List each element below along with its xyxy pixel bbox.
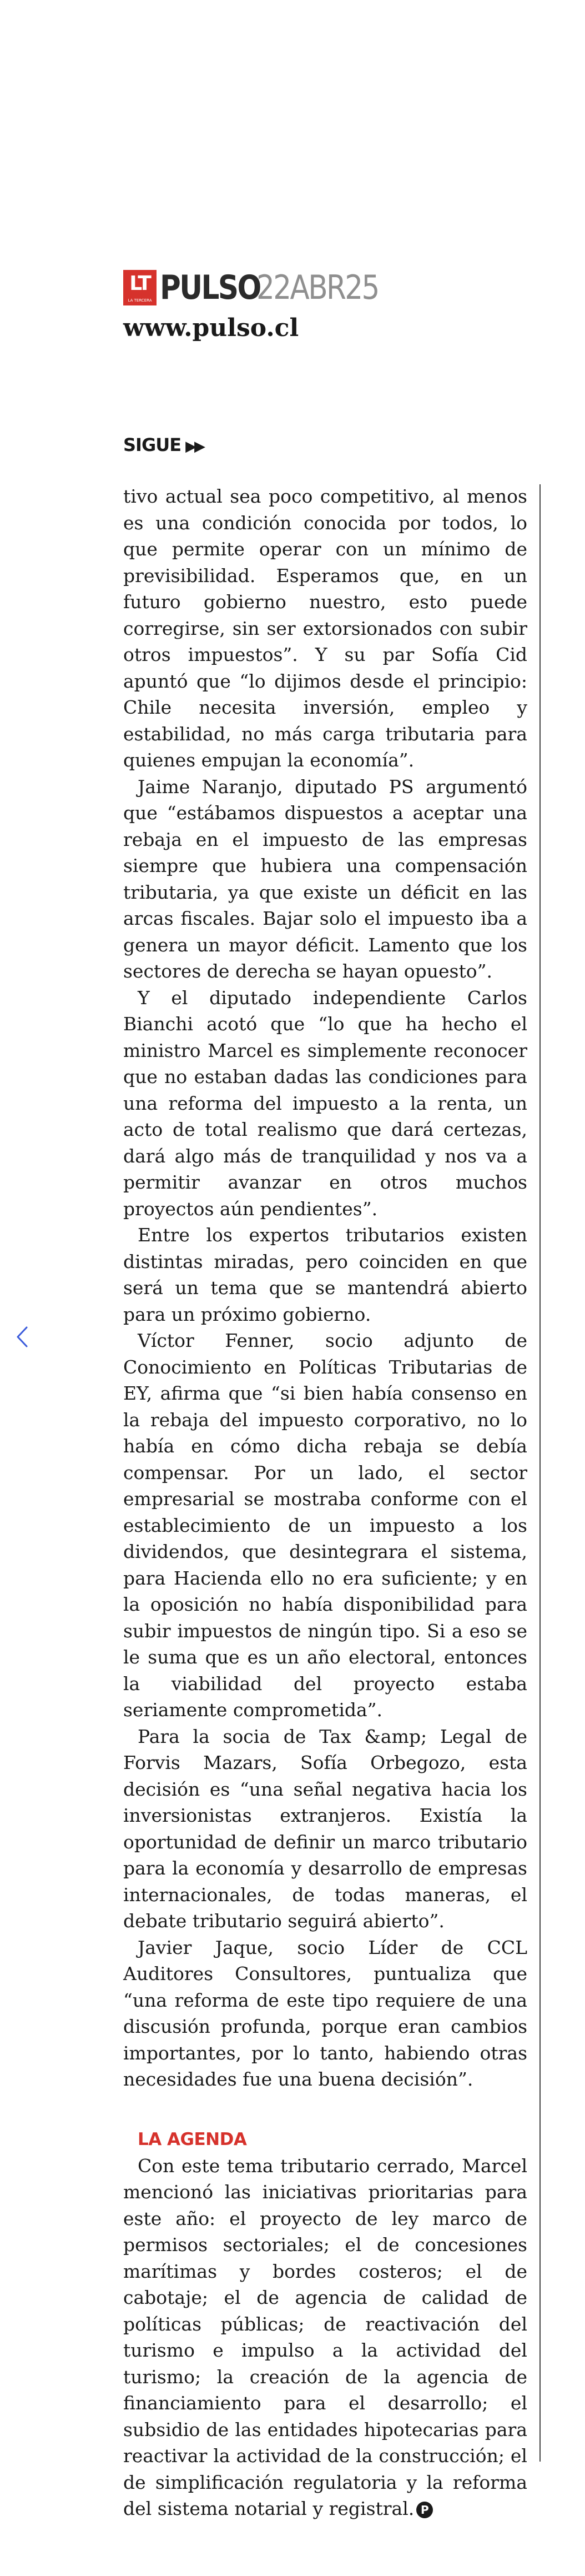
article-paragraph: Javier Jaque, socio Líder de CCL Auditores Consultores, puntualiza que “una reforma de este tipo requiere de una discusión profunda, porque eran cambios importantes, por lo tanto, habiendo otras necesidades fue una buena decisión”. (123, 1936, 527, 2090)
article-body (123, 483, 527, 2522)
article-paragraph: Jaime Naranjo, diputado PS argumentó que “estábamos dispuestos a aceptar una rebaja en el impuesto de las empresas siempre que hubiera una compensación tributaria, ya que existe un déficit en las arcas fiscales. Bajar solo el impuesto iba a genera un mayor déficit. Lamento que los sectores de derecha se hayan opuesto”. (123, 775, 527, 982)
end-of-article-icon: P (416, 2502, 433, 2518)
agenda-paragraph (123, 2153, 527, 2522)
article-paragraph: Para la socia de Tax &amp; Legal de Forvis Mazars, Sofía Orbegozo, esta decisión es “una señal negativa hacia los inversionistas extranjeros. Existía la oportunidad de definir un marco tributario para la economía y desarrollo de empresas internacionales, de todas maneras, el debate tributario seguirá abierto”. (123, 1725, 527, 1932)
section-subhead: LA AGENDA (138, 2129, 247, 2149)
masthead (123, 267, 399, 305)
edition-date: 22ABR25 (256, 268, 379, 307)
logo-mark: LT (129, 272, 150, 295)
site-url: www.pulso.cl (123, 314, 299, 342)
brand-name: PULSO (160, 268, 260, 307)
continued-text: SIGUE (123, 434, 181, 455)
logo-subtitle: LA TERCERA (128, 298, 152, 303)
column-divider (539, 484, 541, 2462)
la-tercera-logo (123, 270, 157, 305)
article-paragraph: Y el diputado independiente Carlos Bianchi acotó que “lo que ha hecho el ministro Marcel es simplemente reconocer que no estaban dadas las condiciones para una reforma del impuesto a la renta, un acto de total realismo que dará certezas, dará algo más de tranquilidad y nos va a permitir avanzar en otros muchos proyectos aún pendientes”. (123, 986, 527, 1220)
article-paragraph: tivo actual sea poco competitivo, al menos es una condición conocida por todos, lo que permite operar con un mínimo de previsibilidad. Esperamos que, en un futuro gobierno nuestro, esto puede corregirse, sin ser extorsionados con subir otros impuestos”. Y su par Sofía Cid apuntó que “lo dijimos desde el principio: Chile necesita inversión, empleo y estabilidad, no más carga tributaria para quienes empujan la economía”. (123, 485, 527, 771)
continued-label (123, 434, 203, 455)
article-paragraph: Víctor Fenner, socio adjunto de Conocimiento en Políticas Tributarias de EY, afirma que “si bien había consenso en la rebaja del impuesto corporativo, no lo había en cómo dicha rebaja se debía compensar. Por un lado, el sector empresarial se mostraba conforme con el establecimiento de un impuesto a los dividendos, que desintegrara el sistema, para Hacienda ello no era suficiente; y en la oposición no había disponibilidad para subir impuestos de ningún tipo. Si a eso se le suma que es un año electoral, entonces la viabilidad del proyecto estaba seriamente comprometida”. (123, 1330, 527, 1721)
chevron-left-icon[interactable] (11, 1323, 33, 1351)
agenda-text: Con este tema tributario cerrado, Marcel mencionó las iniciativas prioritarias para este año: el proyecto de ley marco de permisos sectoriales; el de concesiones marítimas y bordes costeros; el de cabotaje; el de agencia de calidad de políticas públicas; de reactivación del turismo e impulso a la actividad del turismo; la creación de la agencia de financiamiento para el desarrollo; el subsidio de las entidades hipotecarias para reactivar la actividad de la construcción; el de simplificación regulatoria y la reforma del sistema notarial y registral. (123, 2154, 527, 2519)
double-arrow-icon: ▶▶ (185, 438, 204, 455)
article-paragraph: Entre los expertos tributarios existen distintas miradas, pero coinciden en que será un tema que se mantendrá abierto para un próximo gobierno. (123, 1224, 527, 1325)
